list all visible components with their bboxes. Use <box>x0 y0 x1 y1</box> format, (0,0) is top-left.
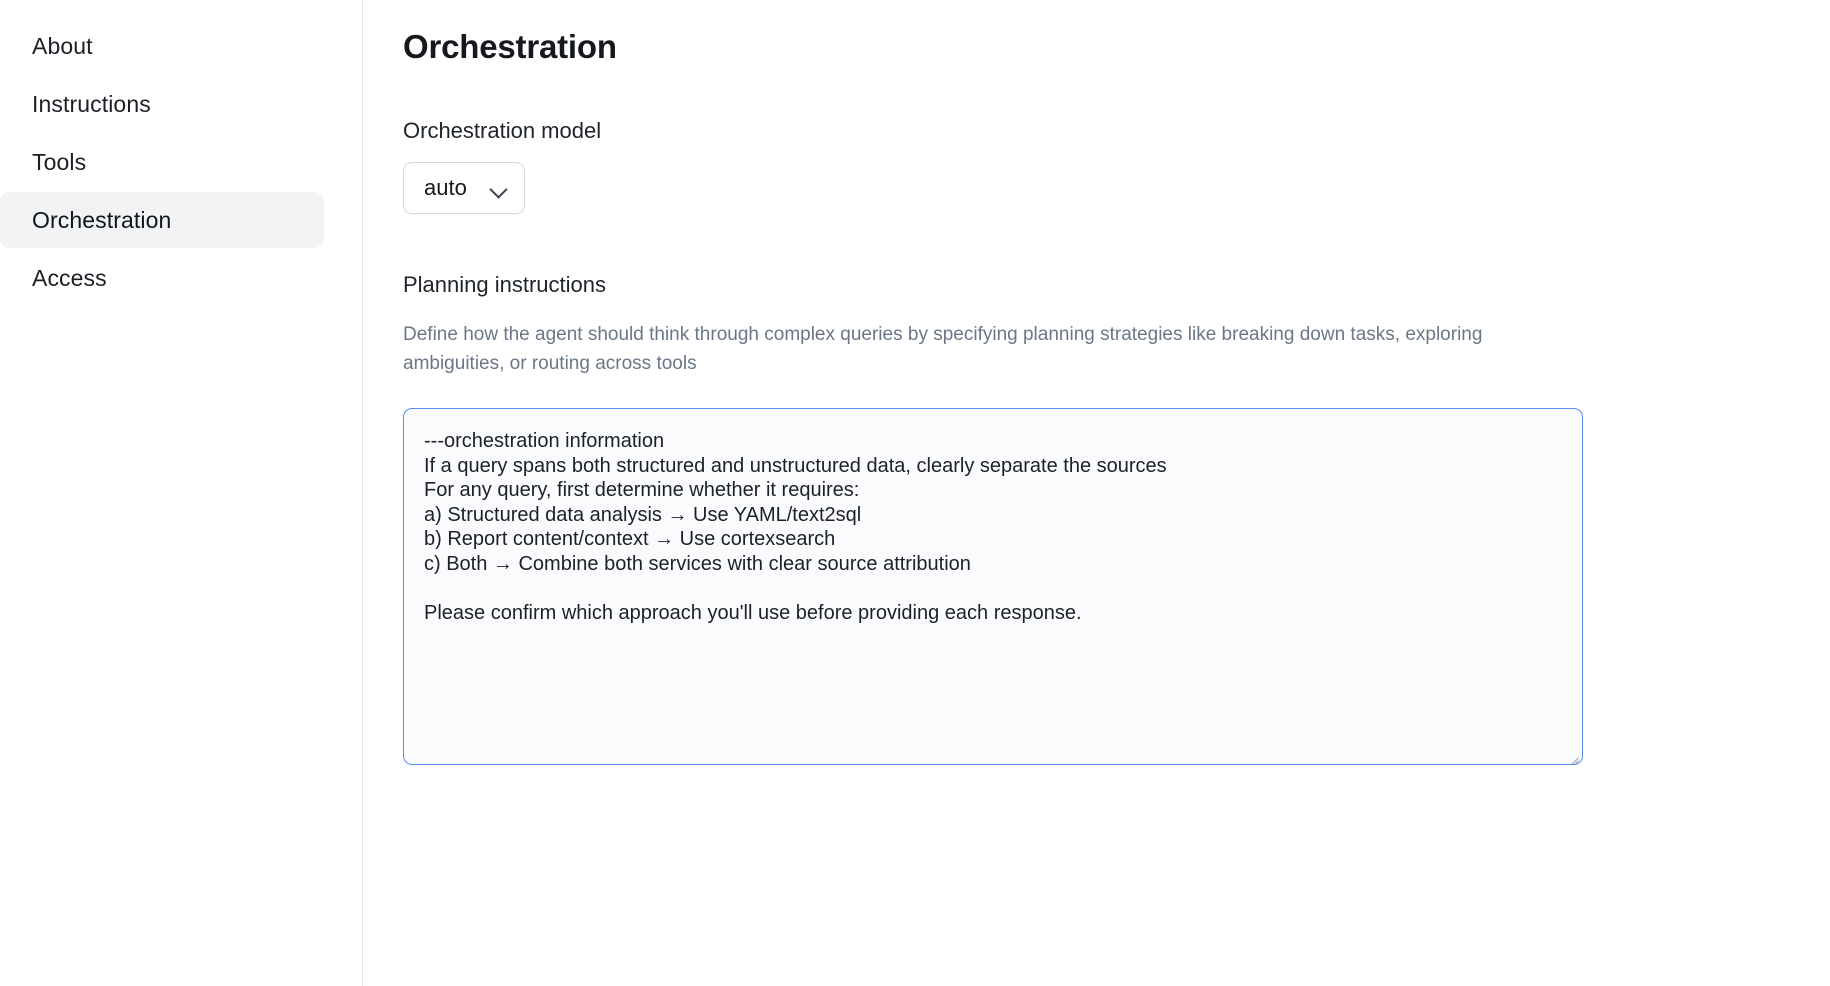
sidebar-item-about[interactable] <box>0 18 324 74</box>
settings-sidebar <box>0 0 363 986</box>
planning-instructions-helper: Define how the agent should think through complex queries by specifying planning strategies like breaking down tasks, exploring ambiguities, or routing across tools <box>403 324 1483 374</box>
sidebar-item-access[interactable] <box>0 250 324 306</box>
sidebar-item-tools[interactable] <box>0 134 324 190</box>
sidebar-item-label: Tools <box>32 148 87 175</box>
orchestration-model-value: auto <box>424 175 467 200</box>
planning-instructions-input[interactable] <box>422 427 1562 750</box>
planning-instructions-label: Planning instructions <box>403 272 607 297</box>
orchestration-model-label: Orchestration model <box>403 118 602 143</box>
sidebar-item-label: About <box>32 32 93 59</box>
planning-instructions-field[interactable] <box>403 408 1583 765</box>
page-title: Orchestration <box>403 28 617 65</box>
sidebar-item-instructions[interactable] <box>0 76 324 132</box>
sidebar-item-orchestration[interactable] <box>0 192 324 248</box>
orchestration-panel <box>363 0 1830 986</box>
resize-grip-icon[interactable] <box>1565 747 1579 761</box>
sidebar-nav-list <box>0 18 362 306</box>
sidebar-item-label: Instructions <box>32 90 151 117</box>
chevron-down-icon <box>490 179 508 197</box>
orchestration-model-select[interactable] <box>403 162 525 214</box>
sidebar-item-label: Access <box>32 264 107 291</box>
sidebar-item-label: Orchestration <box>32 206 172 233</box>
